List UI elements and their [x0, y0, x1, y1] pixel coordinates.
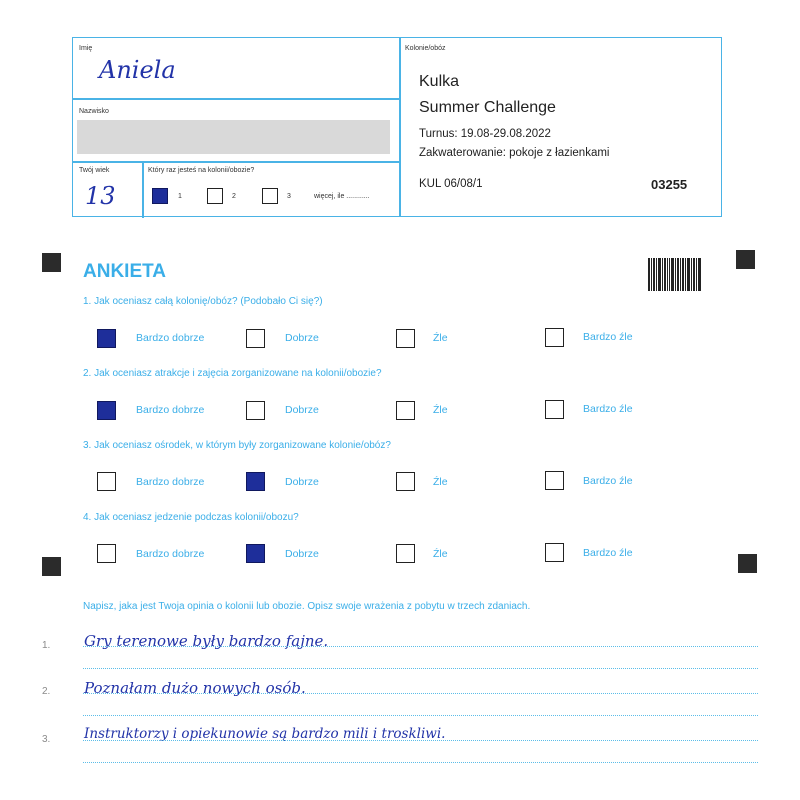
q4-checkbox-zle[interactable]	[396, 544, 415, 563]
q3-checkbox-bardzo-dobrze[interactable]	[97, 472, 116, 491]
question-2: 2. Jak oceniasz atrakcje i zajęcia zorganizowane na kolonii/obozie?	[83, 368, 382, 379]
accommodation: Zakwaterowanie: pokoje z łazienkami	[419, 147, 610, 159]
camp-name: Kulka	[419, 73, 460, 90]
times-option-3: 3	[287, 193, 291, 200]
turnus: Turnus: 19.08-29.08.2022	[419, 128, 551, 140]
registration-mark	[42, 557, 61, 576]
q3-checkbox-zle[interactable]	[396, 472, 415, 491]
q4-option-label: Dobrze	[285, 548, 319, 560]
dotted-line	[83, 715, 758, 716]
question-3: 3. Jak oceniasz ośrodek, w którym były zorganizowane kolonie/obóz?	[83, 440, 391, 451]
question-1: 1. Jak oceniasz całą kolonię/obóz? (Podobało Ci się?)	[83, 296, 323, 307]
times-label: Który raz jesteś na kolonii/obozie?	[148, 167, 255, 174]
q3-option-label: Źle	[433, 476, 448, 488]
q2-option-label: Bardzo dobrze	[136, 404, 205, 416]
q3-option-label: Bardzo źle	[583, 475, 633, 487]
registration-mark	[42, 253, 61, 272]
times-checkbox-1[interactable]	[152, 188, 168, 204]
divider	[399, 38, 401, 216]
first-name-label: Imię	[79, 45, 93, 52]
q3-option-label: Dobrze	[285, 476, 319, 488]
age-label: Twój wiek	[79, 167, 110, 174]
q1-option-label: Źle	[433, 332, 448, 344]
camp-name-2: Summer Challenge	[419, 99, 556, 116]
q1-checkbox-zle[interactable]	[396, 329, 415, 348]
line-number: 1.	[42, 640, 51, 651]
line-number: 2.	[42, 686, 51, 697]
q3-checkbox-dobrze[interactable]	[246, 472, 265, 491]
dotted-line	[83, 740, 758, 741]
q1-option-label: Bardzo dobrze	[136, 332, 205, 344]
divider	[73, 98, 399, 100]
q2-checkbox-bardzo-dobrze[interactable]	[97, 401, 116, 420]
dotted-line	[83, 762, 758, 763]
answer-line-1[interactable]: Gry terenowe były bardzo fajne.	[84, 632, 329, 650]
divider	[142, 161, 144, 218]
barcode	[648, 258, 701, 291]
q2-option-label: Dobrze	[285, 404, 319, 416]
q3-checkbox-bardzo-zle[interactable]	[545, 471, 564, 490]
question-4: 4. Jak oceniasz jedzenie podczas kolonii/obozu?	[83, 512, 299, 523]
q4-checkbox-bardzo-dobrze[interactable]	[97, 544, 116, 563]
line-number: 3.	[42, 734, 51, 745]
q4-checkbox-dobrze[interactable]	[246, 544, 265, 563]
camp-label: Kolonie/obóz	[405, 45, 446, 52]
q4-checkbox-bardzo-zle[interactable]	[545, 543, 564, 562]
q4-option-label: Źle	[433, 548, 448, 560]
divider	[73, 161, 399, 163]
dotted-line	[83, 668, 758, 669]
times-more-label: więcej, ile ............	[314, 193, 370, 200]
times-checkbox-2[interactable]	[207, 188, 223, 204]
age-value[interactable]: 13	[85, 182, 116, 210]
registration-mark	[738, 554, 757, 573]
first-name-value[interactable]: Aniela	[99, 56, 176, 84]
answer-line-3[interactable]: Instruktorzy i opiekunowie są bardzo mili i troskliwi.	[84, 726, 446, 742]
q1-option-label: Dobrze	[285, 332, 319, 344]
last-name-label: Nazwisko	[79, 108, 109, 115]
times-option-1: 1	[178, 193, 182, 200]
q1-checkbox-bardzo-zle[interactable]	[545, 328, 564, 347]
answer-line-2[interactable]: Poznałam dużo nowych osób.	[84, 679, 306, 697]
times-checkbox-3[interactable]	[262, 188, 278, 204]
q1-checkbox-dobrze[interactable]	[246, 329, 265, 348]
camp-code: KUL 06/08/1	[419, 178, 483, 190]
registration-mark	[736, 250, 755, 269]
q2-checkbox-zle[interactable]	[396, 401, 415, 420]
q2-option-label: Bardzo źle	[583, 403, 633, 415]
q4-option-label: Bardzo dobrze	[136, 548, 205, 560]
q2-option-label: Źle	[433, 404, 448, 416]
redacted-last-name	[77, 120, 390, 154]
q4-option-label: Bardzo źle	[583, 547, 633, 559]
q2-checkbox-bardzo-zle[interactable]	[545, 400, 564, 419]
times-option-2: 2	[232, 193, 236, 200]
dotted-line	[83, 646, 758, 647]
survey-title: ANKIETA	[83, 261, 167, 282]
opinion-prompt: Napisz, jaka jest Twoja opinia o kolonii lub obozie. Opisz swoje wrażenia z pobytu w trzech zdaniach.	[83, 601, 531, 612]
q2-checkbox-dobrze[interactable]	[246, 401, 265, 420]
form-number: 03255	[651, 177, 688, 192]
header-box	[72, 37, 722, 217]
q3-option-label: Bardzo dobrze	[136, 476, 205, 488]
dotted-line	[83, 693, 758, 694]
q1-checkbox-bardzo-dobrze[interactable]	[97, 329, 116, 348]
q1-option-label: Bardzo źle	[583, 331, 633, 343]
